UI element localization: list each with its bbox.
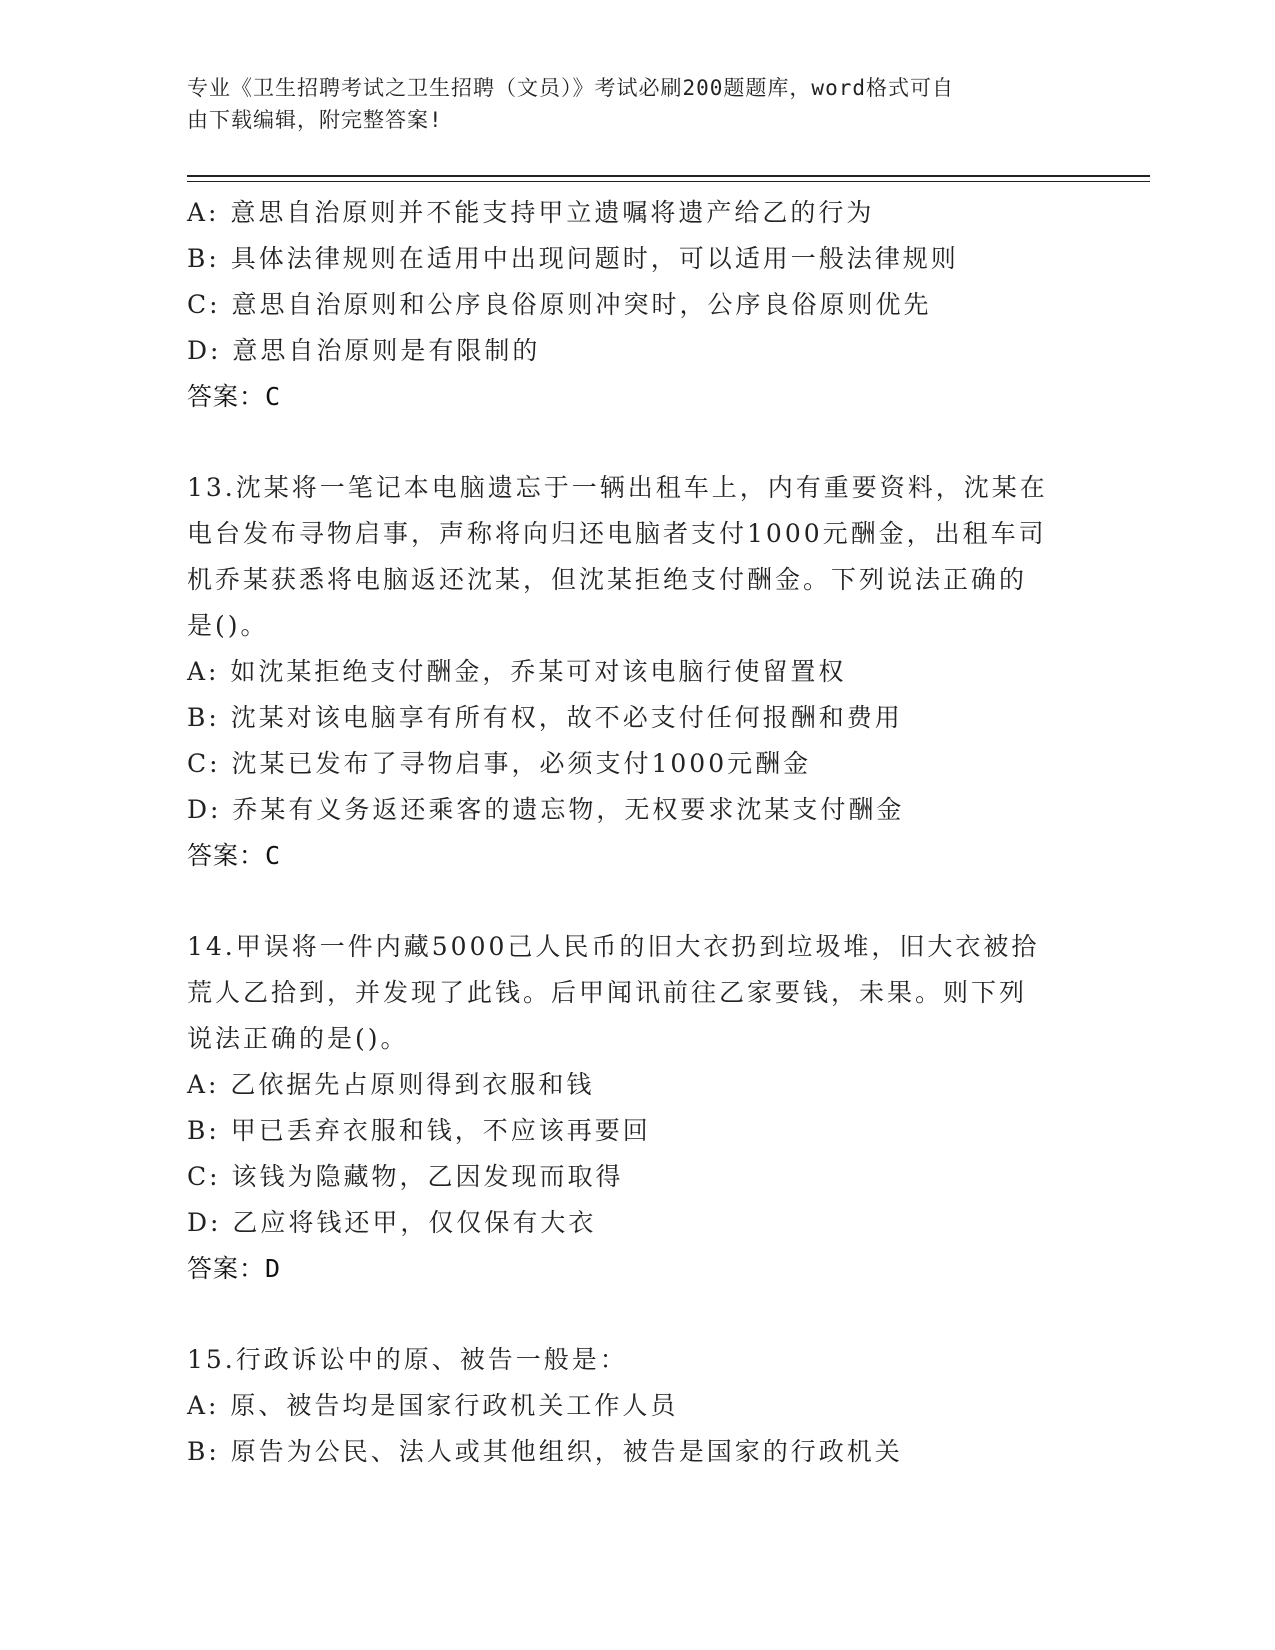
option-d: D: 意思自治原则是有限制的 <box>187 336 541 365</box>
question-12-block <box>187 190 1087 420</box>
option-a: A: 乙依据先占原则得到衣服和钱 <box>187 1070 595 1099</box>
option-c: C: 意思自治原则和公序良俗原则冲突时，公序良俗原则优先 <box>187 290 932 319</box>
option-b: B: 原告为公民、法人或其他组织，被告是国家的行政机关 <box>187 1437 903 1466</box>
option-c: C: 该钱为隐藏物，乙因发现而取得 <box>187 1162 624 1191</box>
question-13-block <box>187 465 1087 879</box>
header-line-1: 专业《卫生招聘考试之卫生招聘（文员）》考试必刷200题题库，word格式可自 <box>187 76 954 100</box>
option-b: B: 沈某对该电脑享有所有权，故不必支付任何报酬和费用 <box>187 703 903 732</box>
question-14-block <box>187 924 1087 1292</box>
header-rule-thick <box>187 175 1150 177</box>
document-header <box>187 72 1087 136</box>
question-15-block <box>187 1337 1087 1475</box>
answer-line: 答案：C <box>187 382 282 411</box>
question-text-line: 荒人乙拾到，并发现了此钱。后甲闻讯前往乙家要钱，未果。则下列 <box>187 978 1028 1007</box>
option-a: A: 意思自治原则并不能支持甲立遗嘱将遗产给乙的行为 <box>187 198 875 227</box>
option-b: B: 甲已丢弃衣服和钱，不应该再要回 <box>187 1116 651 1145</box>
question-text-line: 15.行政诉讼中的原、被告一般是： <box>187 1345 628 1374</box>
header-rule-thin <box>187 181 1150 182</box>
option-b: B: 具体法律规则在适用中出现问题时，可以适用一般法律规则 <box>187 244 959 273</box>
option-a: A: 如沈某拒绝支付酬金，乔某可对该电脑行使留置权 <box>187 657 847 686</box>
question-text-line: 电台发布寻物启事，声称将向归还电脑者支付1000元酬金，出租车司 <box>187 519 1047 548</box>
question-text-line: 13.沈某将一笔记本电脑遗忘于一辆出租车上，内有重要资料，沈某在 <box>187 473 1048 502</box>
question-list <box>187 190 1087 1475</box>
question-text-line: 说法正确的是()。 <box>187 1024 409 1053</box>
question-text-line: 14.甲误将一件内藏5000己人民币的旧大衣扔到垃圾堆，旧大衣被拾 <box>187 932 1040 961</box>
answer-line: 答案：C <box>187 841 282 870</box>
answer-line: 答案：D <box>187 1254 282 1283</box>
question-text-line: 是()。 <box>187 611 269 640</box>
option-d: D: 乙应将钱还甲，仅仅保有大衣 <box>187 1208 597 1237</box>
option-c: C: 沈某已发布了寻物启事，必须支付1000元酬金 <box>187 749 812 778</box>
header-line-2: 由下载编辑，附完整答案! <box>187 108 443 132</box>
option-d: D: 乔某有义务返还乘客的遗忘物，无权要求沈某支付酬金 <box>187 795 905 824</box>
option-a: A: 原、被告均是国家行政机关工作人员 <box>187 1391 679 1420</box>
question-text-line: 机乔某获悉将电脑返还沈某，但沈某拒绝支付酬金。下列说法正确的 <box>187 565 1028 594</box>
